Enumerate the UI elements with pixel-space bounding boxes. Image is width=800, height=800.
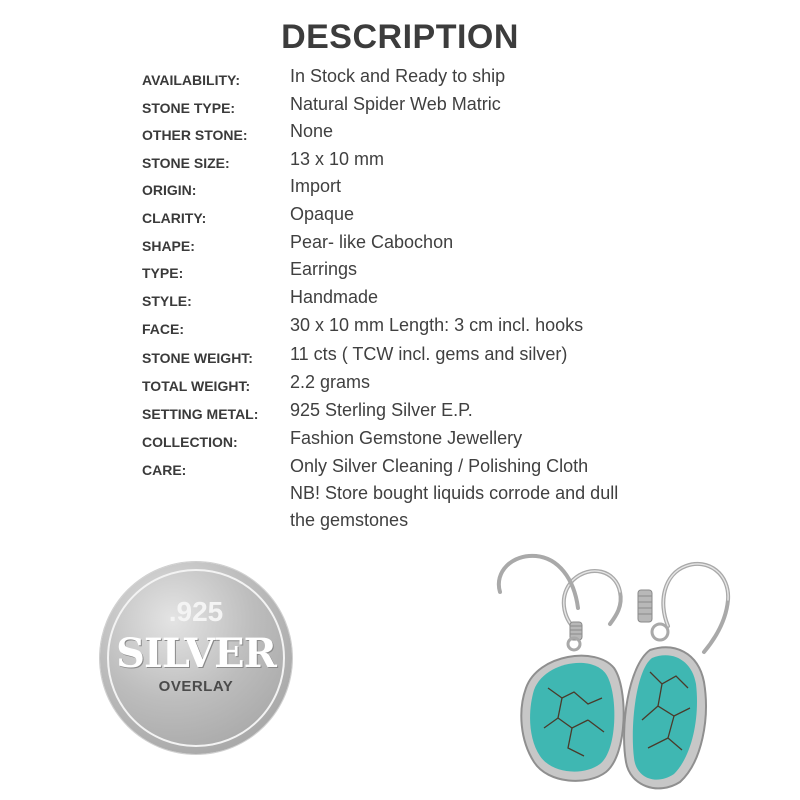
- spec-label: STONE WEIGHT:: [142, 350, 253, 366]
- spec-row-face: [0, 315, 800, 341]
- spec-row-availability: [0, 66, 800, 92]
- spec-value: None: [290, 121, 334, 141]
- right-coil: [638, 590, 652, 622]
- spec-value: Fashion Gemstone Jewellery: [290, 428, 523, 448]
- right-hook: [663, 564, 728, 652]
- spec-label: FACE:: [142, 321, 184, 337]
- spec-label: COLLECTION:: [142, 434, 238, 450]
- earrings-product-image: [478, 548, 778, 793]
- spec-value: 2.2 grams: [290, 372, 371, 392]
- spec-label: CLARITY:: [142, 210, 207, 226]
- badge-word: SILVER: [116, 630, 276, 677]
- spec-label: TYPE:: [142, 265, 184, 281]
- spec-row-care: [0, 456, 800, 482]
- spec-value: 13 x 10 mm: [290, 149, 385, 169]
- spec-label: STONE SIZE:: [142, 155, 230, 171]
- right-earring: [624, 564, 728, 788]
- badge-number: .925: [168, 596, 224, 627]
- left-turquoise-stone: [530, 663, 614, 772]
- care-note-text: the gemstones: [290, 510, 409, 530]
- spec-value: Only Silver Cleaning / Polishing Cloth: [290, 456, 589, 476]
- spec-label: STYLE:: [142, 293, 192, 309]
- spec-value: 30 x 10 mm Length: 3 cm incl. hooks: [290, 315, 584, 335]
- spec-value: Pear- like Cabochon: [290, 232, 454, 252]
- left-earring: [499, 556, 624, 781]
- spec-label: OTHER STONE:: [142, 127, 248, 143]
- spec-value: 925 Sterling Silver E.P.: [290, 400, 473, 420]
- spec-value: Earrings: [290, 259, 358, 279]
- spec-row-clarity: [0, 204, 800, 230]
- spec-row-other-stone: [0, 121, 800, 147]
- spec-label: SETTING METAL:: [142, 406, 259, 422]
- spec-label: AVAILABILITY:: [142, 72, 240, 88]
- spec-row-setting-metal: [0, 400, 800, 426]
- description-title: DESCRIPTION: [281, 18, 519, 56]
- spec-row-stone-weight: [0, 344, 800, 370]
- care-note-line-1: [0, 483, 800, 509]
- silver-overlay-badge: [100, 562, 292, 754]
- spec-value: Import: [290, 176, 342, 196]
- spec-label: SHAPE:: [142, 238, 195, 254]
- spec-row-collection: [0, 428, 800, 454]
- spec-value: Natural Spider Web Matric: [290, 94, 501, 114]
- spec-row-shape: [0, 232, 800, 258]
- spec-label: TOTAL WEIGHT:: [142, 378, 251, 394]
- spec-value: Handmade: [290, 287, 379, 307]
- spec-value: In Stock and Ready to ship: [290, 66, 506, 86]
- spec-row-stone-size: [0, 149, 800, 175]
- spec-row-type: [0, 259, 800, 285]
- spec-row-total-weight: [0, 372, 800, 398]
- care-note-line-2: [0, 510, 800, 536]
- badge-sub: OVERLAY: [158, 678, 234, 695]
- spec-label: CARE:: [142, 462, 187, 478]
- spec-row-style: [0, 287, 800, 313]
- spec-value: 11 cts ( TCW incl. gems and silver): [290, 344, 568, 364]
- care-note-text: NB! Store bought liquids corrode and dull: [290, 483, 619, 503]
- spec-row-stone-type: [0, 94, 800, 120]
- spec-value: Opaque: [290, 204, 355, 224]
- right-jump-ring: [652, 624, 668, 640]
- spec-label: ORIGIN:: [142, 182, 197, 198]
- spec-label: STONE TYPE:: [142, 100, 236, 116]
- spec-row-origin: [0, 176, 800, 202]
